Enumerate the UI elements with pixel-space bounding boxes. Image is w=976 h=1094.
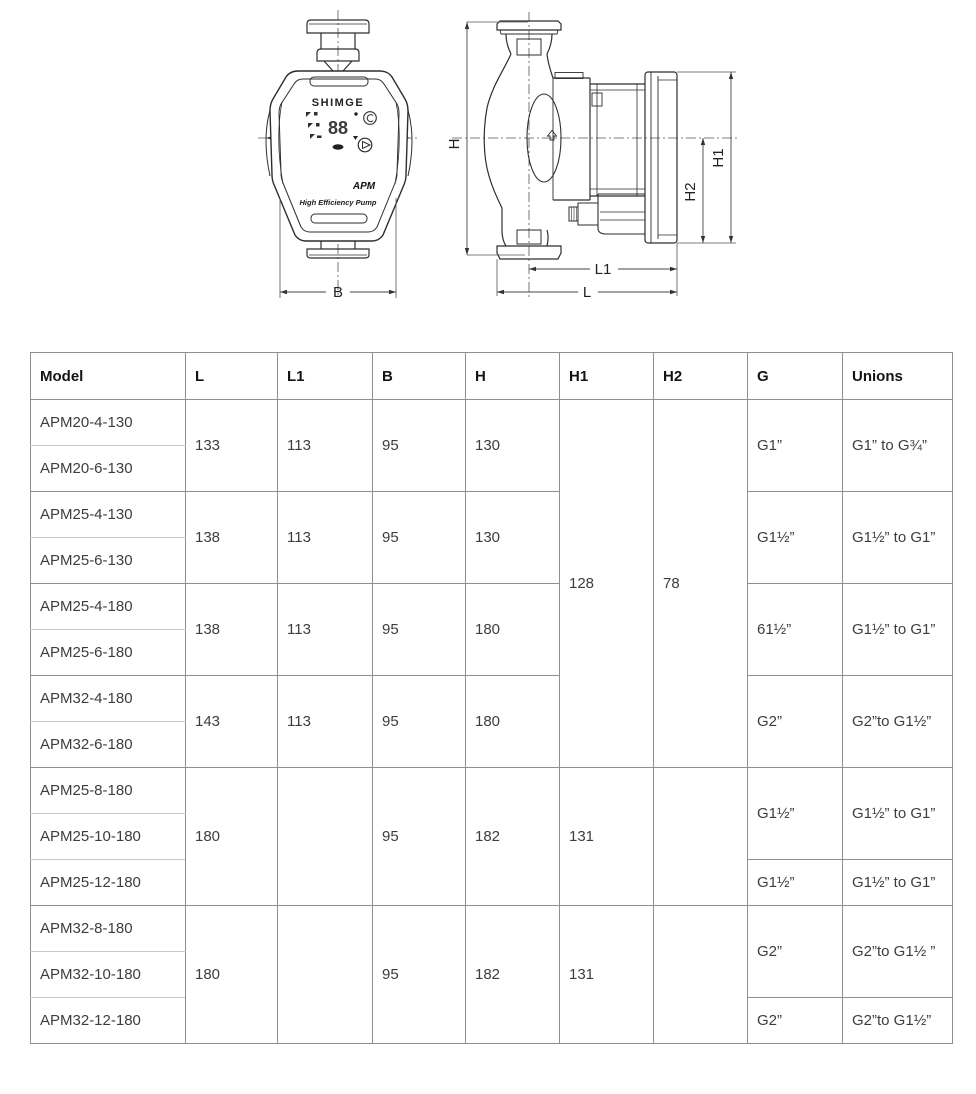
- value-cell: G1”: [748, 400, 843, 492]
- brand-logo-text: SHIMGE: [311, 97, 365, 109]
- value-cell: 95: [373, 768, 466, 906]
- dim-h2-label: H2: [682, 182, 699, 202]
- value-cell: G1” to G¾”: [843, 400, 953, 492]
- value-cell: 180: [466, 676, 560, 768]
- value-cell: G2”to G1½”: [843, 998, 953, 1044]
- value-cell: 130: [466, 492, 560, 584]
- dim-l-label: L: [582, 284, 592, 300]
- value-cell: G2”to G1½”: [843, 676, 953, 768]
- side-pipe-and-flanges: [484, 21, 561, 259]
- value-cell: [654, 768, 748, 906]
- value-cell: G1½”: [748, 768, 843, 860]
- push-button: [333, 144, 344, 149]
- model-cell: APM32-4-180: [31, 676, 186, 722]
- value-cell: 131: [560, 768, 654, 906]
- dimensions-table: [30, 352, 953, 1044]
- dimension-l1: [529, 243, 677, 296]
- value-cell: 113: [278, 492, 373, 584]
- value-cell: G1½”: [748, 860, 843, 906]
- tagline-text: High Efficiency Pump: [299, 198, 377, 207]
- column-header: H1: [560, 353, 654, 400]
- dim-l1-label: L1: [594, 261, 612, 278]
- model-cell: APM25-10-180: [31, 814, 186, 860]
- model-cell: APM32-12-180: [31, 998, 186, 1044]
- dim-b-label: B: [332, 284, 344, 300]
- column-header: B: [373, 353, 466, 400]
- value-cell: G2”: [748, 998, 843, 1044]
- value-cell: 182: [466, 768, 560, 906]
- value-cell: 143: [186, 676, 278, 768]
- table-row: [31, 400, 953, 446]
- value-cell: [654, 906, 748, 1044]
- value-cell: 131: [560, 906, 654, 1044]
- value-cell: 95: [373, 584, 466, 676]
- table-row: [31, 768, 953, 814]
- side-motor: [590, 84, 645, 196]
- value-cell: 95: [373, 906, 466, 1044]
- value-cell: 138: [186, 584, 278, 676]
- dimension-l: [497, 259, 677, 300]
- column-header: Model: [31, 353, 186, 400]
- model-cell: APM32-10-180: [31, 952, 186, 998]
- value-cell: G1½” to G1”: [843, 492, 953, 584]
- seven-segment-display: 88: [327, 118, 349, 138]
- model-cell: APM20-6-130: [31, 446, 186, 492]
- column-header: L: [186, 353, 278, 400]
- status-dot: [354, 112, 357, 115]
- dim-h-label: H: [446, 138, 463, 150]
- model-cell: APM25-4-130: [31, 492, 186, 538]
- column-header: Unions: [843, 353, 953, 400]
- value-cell: 182: [466, 906, 560, 1044]
- value-cell: 113: [278, 584, 373, 676]
- front-bottom-union: [307, 241, 369, 258]
- header-row: [31, 353, 953, 400]
- dim-h1-label: H1: [710, 148, 727, 168]
- column-header: H: [466, 353, 560, 400]
- model-cell: APM25-4-180: [31, 584, 186, 630]
- value-cell: 113: [278, 400, 373, 492]
- value-cell: 95: [373, 400, 466, 492]
- value-cell: [278, 906, 373, 1044]
- pump-side-view-diagram: [440, 8, 750, 300]
- value-cell: 130: [466, 400, 560, 492]
- value-cell: 95: [373, 676, 466, 768]
- value-cell: G1½” to G1”: [843, 860, 953, 906]
- model-cell: APM32-6-180: [31, 722, 186, 768]
- model-cell: APM25-12-180: [31, 860, 186, 906]
- table-row: [31, 676, 953, 722]
- pump-front-view-diagram: [254, 8, 424, 300]
- dimension-h2: [682, 138, 705, 243]
- value-cell: 180: [186, 906, 278, 1044]
- value-cell: 61½”: [748, 584, 843, 676]
- side-control-box: [645, 72, 677, 243]
- value-cell: G2”to G1½ ”: [843, 906, 953, 998]
- value-cell: 113: [278, 676, 373, 768]
- value-cell: G2”: [748, 676, 843, 768]
- front-top-union: [307, 20, 369, 71]
- model-cell: APM25-6-130: [31, 538, 186, 584]
- model-cell: APM32-8-180: [31, 906, 186, 952]
- value-cell: 95: [373, 492, 466, 584]
- value-cell: [278, 768, 373, 906]
- value-cell: G1½”: [748, 492, 843, 584]
- value-cell: 128: [560, 400, 654, 768]
- table-row: [31, 906, 953, 952]
- side-housing: [527, 73, 590, 201]
- model-cell: APM20-4-130: [31, 400, 186, 446]
- table-row: [31, 584, 953, 630]
- dimension-h1: [677, 72, 736, 243]
- value-cell: G1½” to G1”: [843, 584, 953, 676]
- value-cell: 138: [186, 492, 278, 584]
- table-row: [31, 492, 953, 538]
- value-cell: G2”: [748, 906, 843, 998]
- value-cell: 180: [466, 584, 560, 676]
- model-cell: APM25-8-180: [31, 768, 186, 814]
- series-logo-text: APM: [352, 181, 376, 192]
- value-cell: 133: [186, 400, 278, 492]
- flow-arrow-icon: [548, 131, 557, 141]
- dimension-h: [446, 22, 528, 255]
- value-cell: 180: [186, 768, 278, 906]
- column-header: L1: [278, 353, 373, 400]
- value-cell: 78: [654, 400, 748, 768]
- value-cell: G1½” to G1”: [843, 768, 953, 860]
- column-header: H2: [654, 353, 748, 400]
- cable-gland: [569, 203, 598, 225]
- column-header: G: [748, 353, 843, 400]
- model-cell: APM25-6-180: [31, 630, 186, 676]
